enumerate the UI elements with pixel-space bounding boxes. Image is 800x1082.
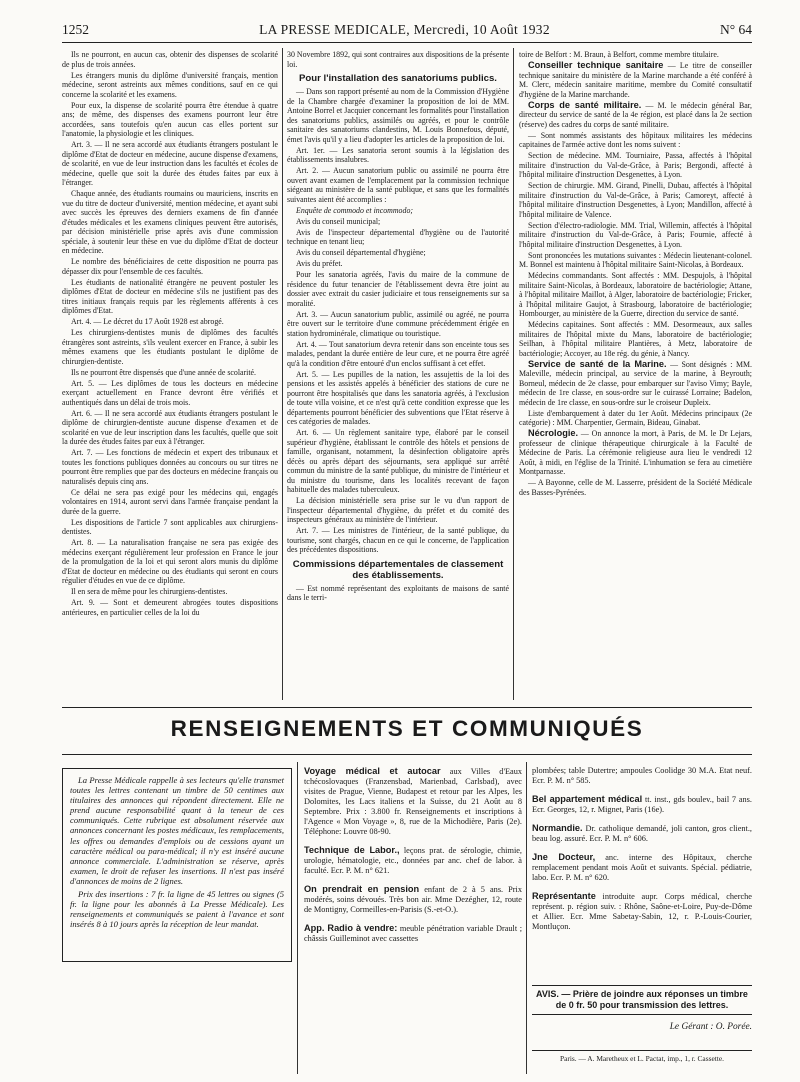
column-1 [62,50,278,700]
printer-imprint: Paris. — A. Maretheux et L. Pactat, imp., 1, r. Cassette. [532,1050,752,1063]
paragraph: — A Bayonne, celle de M. Lasserre, président de la Société Médicale des Basses-Pyrénées. [519,478,752,497]
ads-column-right [532,766,752,980]
classified-ad: App. Radio à vendre: meuble pénétration variable Drault ; châssis Guilleminot avec cassettes [304,923,522,943]
classified-ad: Voyage médical et autocar aux Villes d'Eaux tchécoslovaques (Franzensbad, Marienbad, Carlsbad), avec visites de Prague, Vienne, Budapest et retour par les Alpes, les Dolomites, les Lacs italiens et la Suisse, du 21 Août au 8 Septembre. Prix : 3.800 fr. Renseignements et inscriptions à l'Agence « Mon Voyage », 8, rue de la Michodière, Paris (2e). Téléphone: Louvre 08-90. [304,766,522,836]
news-heading: Nécrologie. [528,428,579,438]
page-header [62,22,752,38]
classified-ad: Technique de Labor., leçons prat. de sérologie, chimie, urologie, hématologie, etc., données par anc. chef de labor. à faculté. Ecr. P. M. n° 621. [304,845,522,875]
paragraph: Le nombre des bénéficiaires de cette disposition ne pourra pas dépasser dix pour l'ensemble de ces facultés. [62,257,278,276]
paragraph: Liste d'embarquement à dater du 1er Août. Médecins principaux (2e catégorie) : MM. Charpentier, Germain, Bideau, Ginabat. [519,408,752,427]
ads-column-middle [304,766,522,1074]
column-divider [526,762,527,1074]
paragraph: Pour eux, la dispense de scolarité pourra être étendue à quatre ans; de même, des dispenses des examens pourront leur être accordées, sans toutefois qu'en aucun cas elles portent sur l'anatomie, la physiologie et les cliniques. [62,100,278,138]
section-rule [62,707,752,708]
article-9: Art. 9. — Sont et demeurent abrogées toutes dispositions antérieures, en particulier celles de la loi du [62,598,278,617]
article-4: Art. 4. — Le décret du 17 Août 1928 est abrogé. [71,317,224,326]
classified-ad: Jne Docteur, anc. interne des Hôpitaux, cherche remplacement pendant mois Août et suivants. Spécial. pédiatrie, labo. Ecr. P. M. n° 620. [532,852,752,882]
paragraph: Les étrangers munis du diplôme d'université français, mention médecine, seront astreints aux mêmes conditions, sauf en ce qui concerne la scolarité et les examens. [62,70,278,99]
paragraph: toire de Belfort : M. Braun, à Belfort, comme membre titulaire. [519,50,719,59]
article-6: Art. 6. — Un règlement sanitaire type, élaboré par le conseil supérieur d'hygiène, établissant le contrôle des hôtels et pensions de famille, organisant, notamment, la désinfection obligatoire après décès ou après départ des séjournants, sera appliqué sur arrêté commun du ministre de la santé publique, du ministre de l'intérieur et du ministre du tourisme, dans les localités recevant de façon habituelle des malades tuberculeux. [287,428,509,494]
paragraph: 30 Novembre 1892, qui sont contraires aux dispositions de la présente loi. [287,50,509,69]
column-divider [513,48,514,700]
article-4: Art. 4. — Tout sanatorium devra retenir dans son enceinte tous ses malades, pendant la durée entière de leur cure, et ne pourra être agréé qu'à la condition d'être entouré d'un enclos suffisant à cet effet. [287,339,509,368]
paragraph: La décision ministérielle sera prise sur le vu d'un rapport de l'inspecteur départemental d'hygiène, du préfet et du comité des inspecteurs généraux au ministère de l'intérieur. [287,496,509,524]
paragraph: Pour les sanatoria agréés, l'avis du maire de la commune de résidence du futur tenancier de l'établissement devra être joint au dossier avec extrait du casier judiciaire et tous renseignements sur sa moralité. [287,270,509,308]
classified-ad: plombées; table Dutertre; ampoules Coolidge 30 M.A. Etat neuf. Ecr. P. M. n° 585. [532,766,752,785]
paragraph: Médecins commandants. Sont affectés : MM. Despujols, à l'hôpital militaire Saint-Nicolas, à Bordeaux, laboratoire de bactériologie; Attane, à l'hôpital militaire Maillot, à Alger, laboratoire de bactériologie; Fricker, à l'hôpital militaire Gaujot, à Strasbourg, laboratoire de bactériologie; Hombourger, au ministère de la Guerre, direction du service de santé. [519,271,752,318]
article-5: Art. 5. — Les diplômes de tous les docteurs en médecine exerçant actuellement en France devront être vérifiés et authentiqués dans un délai de trois mois. [62,378,278,407]
classified-ad: Bel appartement médical tt. inst., gds boulev., bail 7 ans. Ecr. Georges, 12, r. Mignet, Paris (16e). [532,794,752,814]
column-3 [519,50,752,700]
news-heading: Conseiller technique sanitaire [528,60,664,70]
list-item: Avis du préfet. [296,259,343,268]
classified-ad: On prendrait en pension enfant de 2 à 5 ans. Prix modérés, soins dévoués. Très bon air. Mme Dezégher, 12, route de Montigny, Cormeilles-en-Parisis (S.-et-O.). [304,884,522,914]
list-item: Enquête de commodo et incommodo; [296,205,414,215]
paragraph: — Dans son rapport présenté au nom de la Commission d'Hygiène de la Chambre chargée d'examiner la proposition de loi de MM. Antoine Borrel et Jacquier concernant les formalités pour l'installation des sanatoriums publics, assimilés ou agréés, et pour le contrôle sanitaire des sanatoriums clandestins, M. Louis Bonnefous, député, émet l'avis qu'il y a lieu d'adopter les articles de la proposition de loi. [287,87,509,144]
list-item: Avis du conseil départemental d'hygiène; [296,248,426,257]
paragraph: Chaque année, des étudiants roumains ou mauriciens, inscrits en vue du titre de docteur d'université, mention médecine, et ayant subi avec succès les épreuves des derniers examens de fin d'année d'études médicales et les examens cliniques peuvent être autorisés, par décision ministérielle prise après avis d'une commission spéciale, à soutenir leur thèse en vue du diplôme d'Etat de docteur en médecine. [62,189,278,255]
section-heading-commissions: Commissions départementales de classement des établissements. [292,558,504,581]
column-divider [282,48,283,700]
article-2: Art. 2. — Aucun sanatorium public ou assimilé ne pourra être ouvert avant examen de l'emplacement par la commission technique siégeant au ministère de la santé publique, et sans que les formalités suivantes aient été accomplies : [287,166,509,204]
notice-prices: Prix des insertions : 7 fr. la ligne de 45 lettres ou signes (5 fr. la ligne pour les abonnés à La Presse Médicale). Les renseignements et communiqués se paient à l'avance et sont insérés 8 à 10 jours après la réception de leur mandat. [70,889,284,930]
section-banner: RENSEIGNEMENTS ET COMMUNIQUÉS [170,716,644,741]
article-1: Art. 1er. — Les sanatoria seront soumis à la législation des établissements insalubres. [287,145,509,164]
list-item: Avis du conseil municipal; [296,216,381,226]
journal-title: LA PRESSE MEDICALE, Mercredi, 10 Août 1932 [259,22,550,37]
notice-text: La Presse Médicale rappelle à ses lecteurs qu'elle transmet toutes les lettres contenant un timbre de 50 centimes aux titulaires des annonces qui répondent directement. Elle ne prend aucune responsabilité quant à la teneur de ces communiqués. Cette rubrique est absolument réservée aux annonces concernant les postes médicaux, les remplacements, les offres ou demandes d'emplois ou de cessions ayant un caractère médical ou para-médical; il n'y est inséré aucune annonce commerciale. L'administration se réserve, après examen, le droit de refuser les insertions. Il n'est pas inséré d'annonces de moins de 2 lignes. [70,775,284,886]
article-3: Art. 3. — Aucun sanatorium public, assimilé ou agréé, ne pourra être ouvert sur le territoire d'une commune précédemment érigée en station hydrominérale, climatique ou touristique. [287,309,509,338]
list-item: Avis de l'inspecteur départemental d'hygiène ou de l'autorité technique en tenant lieu; [287,227,509,246]
article-7: Art. 7. — Les ministres de l'intérieur, de la santé publique, du tourisme, sont chargés, chacun en ce qui le concerne, de l'application des précédentes dispositions. [287,526,509,554]
paragraph: Section d'électro-radiologie. MM. Trial, Willemin, affectés à l'hôpital militaire d'instruction du Val-de-Grâce, à Paris; Fournie, affecté à l'hôpital militaire d'instruction Desgenettes, à Lyon. [519,220,752,249]
paragraph: Ce délai ne sera pas exigé pour les médecins qui, engagés volontaires en 1914, auront servi dans l'armée française pendant la durée de la guerre. [62,487,278,516]
paragraph: — Sont nommés assistants des hôpitaux militaires les médecins capitaines de l'armée active dont les noms suivent : [519,130,752,149]
paragraph: Les étudiants de nationalité étrangère ne peuvent postuler les diplômes d'Etat de docteur en médecine s'ils ne justifient pas des titres initiaux français requis par les règlements afférents à ces diplômes d'Etat. [62,277,278,315]
paragraph: Médecins capitaines. Sont affectés : MM. Desormeaux, aux salles militaires de l'hôpital mixte du Mans, laboratoire de bactériologie; Seilhan, à l'hôpital militaire Plantières, à Metz, laboratoire de bactériologie; Accoyer, au 18e rég. du génie, à Nancy. [519,320,752,358]
paragraph: Ils ne pourront, en aucun cas, obtenir des dispenses de scolarité de plus de trois années. [62,50,278,69]
column-2 [287,50,509,700]
news-heading: Corps de santé militaire. [528,99,642,110]
paragraph: Ils ne pourront être dispensés que d'une année de scolarité. [71,367,257,377]
classified-ad: Représentante introduite aupr. Corps médical, cherche représent. p. région suiv. : Rhône, Saône-et-Loire, Puy-de-Dôme et Allier. Ecr. Mme Sabetay-Sabin, 12, r. P.-Louis-Courier, Montluçon. [532,891,752,931]
article-3: Art. 3. — Il ne sera accordé aux étudiants étrangers postulant le diplôme d'Etat de docteur en médecine, aucune dispense d'examens, de scolarité, en vue de leur instruction dans les facultés et écoles de médecine, quelle que soit la durée des études faites par eux à l'étranger. [62,140,278,187]
news-item: Nécrologie. — On annonce la mort, à Paris, de M. le Dr Lejars, professeur de clinique thérapeutique chirurgicale à la Faculté de Médecine de Paris. La cérémonie religieuse aura lieu le vendredi 12 Août, à midi, en l'église de la Trinité. L'inhumation se fera au cimetière Montparnasse. [519,428,752,476]
paragraph: Section de chirurgie. MM. Girand, Pinelli, Dubau, affectés à l'hôpital militaire d'instruction du Val-de-Grâce, à Paris; Camoreyt, affecté à l'hôpital militaire d'instruction Desgenettes, à Lyon; Mandillon, affecté à l'hôpital militaire de Valence. [519,181,752,219]
article-8: Art. 8. — La naturalisation française ne sera pas exigée des médecins exerçant régulièrement leur profession en France le jour de la promulgation de la loi et qui seront alors munis du diplôme d'Etat de docteur en médecine ou des étudiants qui seront en cours régulier d'études en vue de ce diplôme. [62,538,278,585]
header-rule [62,42,752,43]
issue-number: N° 64 [719,22,752,37]
paragraph: Les chirurgiens-dentistes munis de diplômes des facultés étrangères sont astreints, s'ils veulent exercer en France, à subir les mêmes examens que les étudiants postulant le diplôme de chirurgien-dentiste. [62,328,278,366]
paragraph: — Est nommé représentant des exploitants de maisons de santé dans le terri- [287,583,509,602]
article-5: Art. 5. — Les pupilles de la nation, les assujettis de la loi des pensions et les assistés appelés à bénéficier des stations de cure ne pourront être hospitalisés que dans les sanatoria agréés, à l'exclusion de toute villa voisine, et ce n'est qu'à cette condition expresse que les départements pourront bénéficier des subventions que l'Etat réserve à ces catégories de malades. [287,369,509,426]
news-item: Service de santé de la Marine. — Sont désignés : MM. Maleville, médecin principal, au service de la marine, à Beyrouth; Borneul, médecin de 2e classe, pour embarquer sur l'aviso Vimy; Bayle, médecin de 1re classe, en sous-ordre sur le cuirassé Lorraine; Badelon, médecin de 1re classe, en sous-ordre sur le croiseur Dupleix. [519,358,752,407]
notice-box [62,768,292,962]
paragraph: Sont prononcées les mutations suivantes : Médecin lieutenant-colonel. M. Bonnel est maintenu à l'hôpital militaire Saint-Nicolas, à Bordeaux. [519,250,752,269]
paragraph: Les dispositions de l'article 7 sont applicables aux chirurgiens-dentistes. [62,517,278,536]
section-rule [62,754,752,755]
paragraph: Il en sera de même pour les chirurgiens-dentistes. [71,587,228,596]
avis-notice: AVIS. — Prière de joindre aux réponses un timbre de 0 fr. 50 pour transmission des lettres. [532,985,752,1015]
article-7: Art. 7. — Les fonctions de médecin et expert des tribunaux et toutes les fonctions publiques données au concours ou sur titres ne pourront être remplies que par des docteurs en médecine français ou naturalisés depuis cinq ans. [62,448,278,486]
column-divider [297,762,298,1074]
news-item: Conseiller technique sanitaire — Le titre de conseiller technique sanitaire du ministère de la Marine marchande a été conféré à M. Clerc, médecin sanitaire maritime, membre du Comité consultatif d'hygiène de la Marine marchande. [519,60,752,99]
section-heading-sanatoriums: Pour l'installation des sanatoriums publics. [299,73,497,84]
article-6: Art. 6. — Il ne sera accordé aux étudiants étrangers postulant le diplôme de chirurgien-dentiste aucune dispense d'examen et de scolarité en vue de leur inscription dans les facultés, quelle que soit la durée des études faites par eux à l'étranger. [62,408,278,446]
news-item: Corps de santé militaire. — M. le médecin général Bar, directeur du service de santé de la 4e région, est placé dans la 2e section (réserve) des cadres du corps de santé militaire. [519,99,752,129]
gerant-signature: Le Gérant : O. Porée. [669,1022,752,1032]
paragraph: Section de médecine. MM. Tourniaire, Passa, affectés à l'hôpital militaire d'instruction du Val-de-Grâce, à Paris; Bergondi, affecté à l'hôpital militaire d'instruction Desgenettes, à Lyon. [519,151,752,179]
news-heading: Service de santé de la Marine. [528,358,667,369]
classified-ad: Normandie. Dr. catholique demandé, joli canton, gros client., beau log. assuré. Ecr. P. M. n° 606. [532,823,752,843]
page-number: 1252 [62,22,89,37]
